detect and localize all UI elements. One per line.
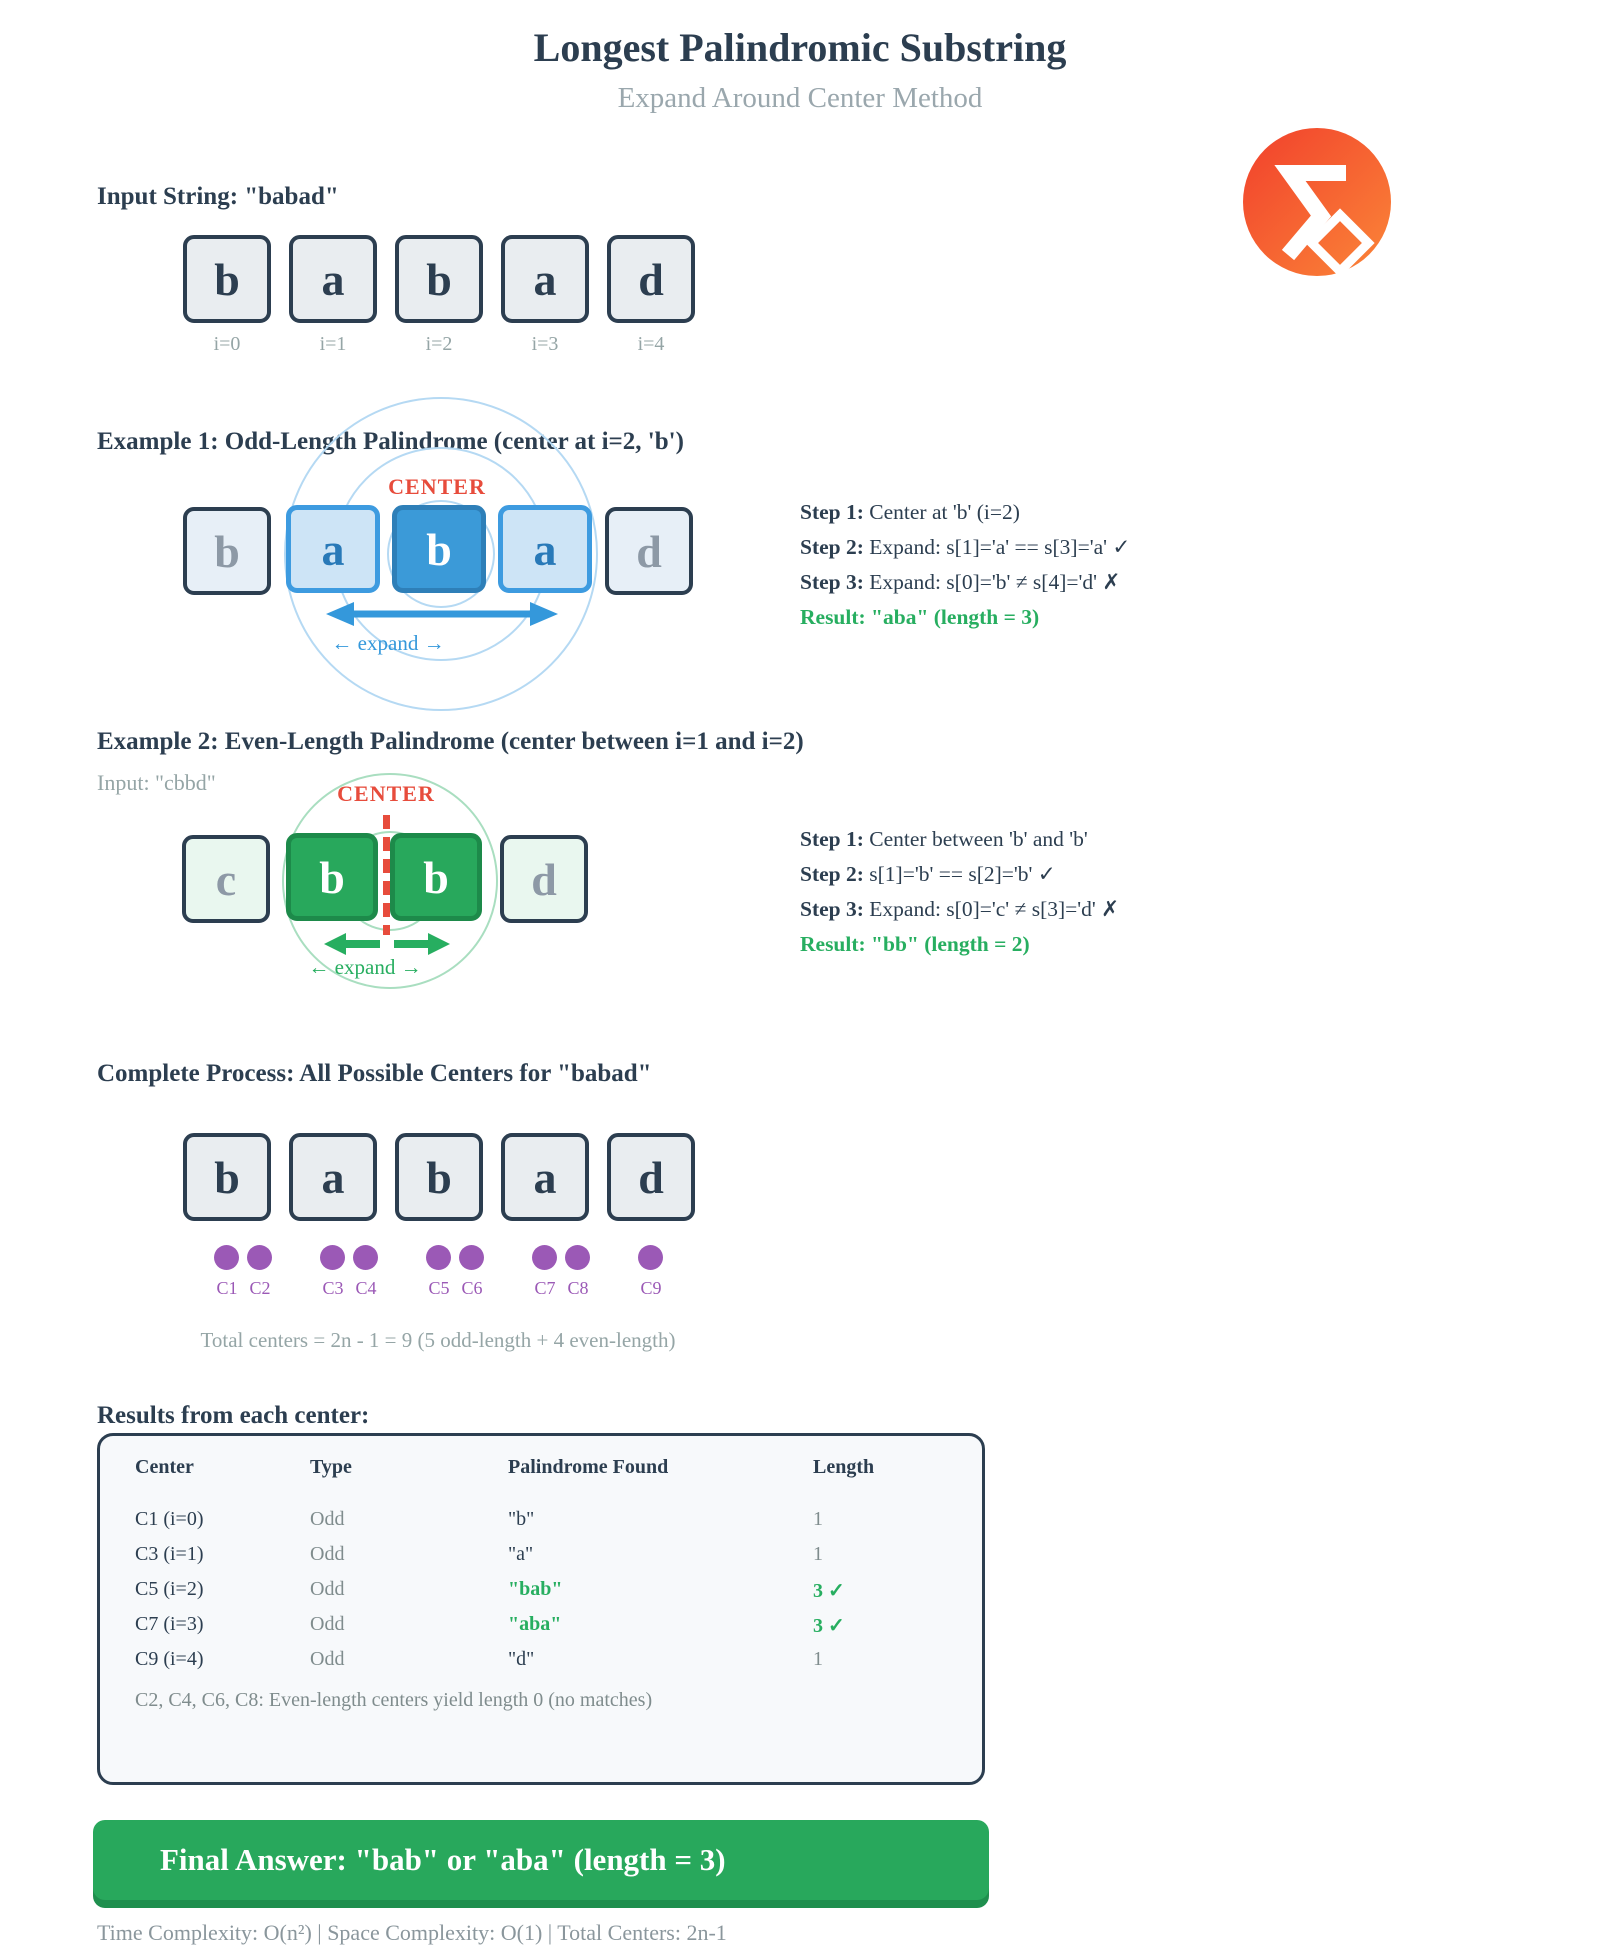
input-cell: b <box>395 235 483 323</box>
process-cell: b <box>183 1133 271 1221</box>
result-line: Result: "aba" (length = 3) <box>800 605 1040 629</box>
table-row: C5 (i=2) Odd "bab" 3 ✓ <box>135 1578 845 1602</box>
center-dot <box>565 1245 590 1270</box>
center-dot-label: C2 <box>249 1278 271 1298</box>
input-cell: b <box>183 235 271 323</box>
table-row: C3 (i=1) Odd "a" 1 <box>135 1543 823 1565</box>
center-dot <box>320 1245 345 1270</box>
center-dot-label: C6 <box>461 1278 483 1298</box>
center-label: CENTER <box>388 474 486 499</box>
center-label: CENTER <box>337 781 435 806</box>
results-heading: Results from each center: <box>97 1402 370 1429</box>
center-dot <box>532 1245 557 1270</box>
step-line: Step 2: Expand: s[1]='a' == s[3]='a' ✓ <box>800 535 1131 559</box>
example2-heading: Example 2: Even-Length Palindrome (center between i=1 and i=2) <box>97 728 804 755</box>
example1-cell: b <box>183 507 271 595</box>
center-dot-label: C3 <box>322 1278 344 1298</box>
process-cell: a <box>289 1133 377 1221</box>
expand-label: ← expand → <box>331 631 445 655</box>
step-line: Step 3: Expand: s[0]='b' ≠ s[4]='d' ✗ <box>800 570 1121 594</box>
sigma-logo-icon <box>1242 127 1392 277</box>
example2-cell: c <box>182 835 270 923</box>
center-dot-label: C4 <box>355 1278 377 1298</box>
center-dot-label: C9 <box>640 1278 662 1298</box>
center-divider-line <box>383 815 390 935</box>
total-centers-label: Total centers = 2n - 1 = 9 (5 odd-length + 4 even-length) <box>200 1328 676 1352</box>
center-dot-label: C8 <box>567 1278 589 1298</box>
example1-cell-match: a <box>498 505 592 593</box>
step-line: Step 1: Center at 'b' (i=2) <box>800 500 1020 524</box>
example2-input-label: Input: "cbbd" <box>97 770 216 795</box>
results-table <box>97 1433 985 1785</box>
process-cell: d <box>607 1133 695 1221</box>
process-cell: a <box>501 1133 589 1221</box>
center-dot <box>426 1245 451 1270</box>
table-row: C7 (i=3) Odd "aba" 3 ✓ <box>135 1613 845 1637</box>
example1-steps <box>800 495 1130 635</box>
center-dot <box>214 1245 239 1270</box>
page-subtitle: Expand Around Center Method <box>617 82 983 114</box>
final-answer-text: Final Answer: "bab" or "aba" (length = 3) <box>160 1842 726 1877</box>
example2-steps <box>800 822 1119 962</box>
example1-cell-match: a <box>286 505 380 593</box>
expand-label: ← expand → <box>308 955 422 979</box>
center-dot <box>247 1245 272 1270</box>
table-note: C2, C4, C6, C8: Even-length centers yield length 0 (no matches) <box>135 1689 653 1711</box>
input-cell: d <box>607 235 695 323</box>
index-label: i=3 <box>531 333 559 355</box>
table-row: C9 (i=4) Odd "d" 1 <box>135 1648 823 1670</box>
index-label: i=0 <box>213 333 241 355</box>
example2-cell-center: b <box>286 833 378 921</box>
example1-heading: Example 1: Odd-Length Palindrome (center at i=2, 'b') <box>97 428 684 455</box>
result-line: Result: "bb" (length = 2) <box>800 932 1030 956</box>
complexity-footer: Time Complexity: O(n²) | Space Complexity: O(1) | Total Centers: 2n-1 <box>97 1920 727 1945</box>
example2-cell-center: b <box>390 833 482 921</box>
final-answer-banner <box>93 1820 989 1900</box>
center-dot <box>459 1245 484 1270</box>
input-string-heading: Input String: "babad" <box>97 183 339 210</box>
input-cell: a <box>289 235 377 323</box>
center-dot <box>353 1245 378 1270</box>
center-dot-label: C5 <box>428 1278 450 1298</box>
step-line: Step 1: Center between 'b' and 'b' <box>800 827 1088 851</box>
expand-arrow-icon <box>324 598 560 630</box>
center-dot-label: C1 <box>216 1278 238 1298</box>
index-label: i=4 <box>637 333 665 355</box>
page-title: Longest Palindromic Substring <box>533 25 1067 70</box>
expand-arrows-icon <box>322 931 452 957</box>
center-dot-label: C7 <box>534 1278 556 1298</box>
table-header-row: Center Type Palindrome Found Length <box>135 1456 875 1478</box>
center-dot <box>638 1245 663 1270</box>
example2-cell: d <box>500 835 588 923</box>
input-cell: a <box>501 235 589 323</box>
index-label: i=1 <box>319 333 347 355</box>
example1-cell-center: b <box>392 505 486 593</box>
table-row: C1 (i=0) Odd "b" 1 <box>135 1508 823 1530</box>
step-line: Step 3: Expand: s[0]='c' ≠ s[3]='d' ✗ <box>800 897 1120 921</box>
process-cell: b <box>395 1133 483 1221</box>
example1-cell: d <box>605 507 693 595</box>
complete-process-heading: Complete Process: All Possible Centers for "babad" <box>97 1060 652 1087</box>
index-label: i=2 <box>425 333 453 355</box>
step-line: Step 2: s[1]='b' == s[2]='b' ✓ <box>800 862 1056 886</box>
